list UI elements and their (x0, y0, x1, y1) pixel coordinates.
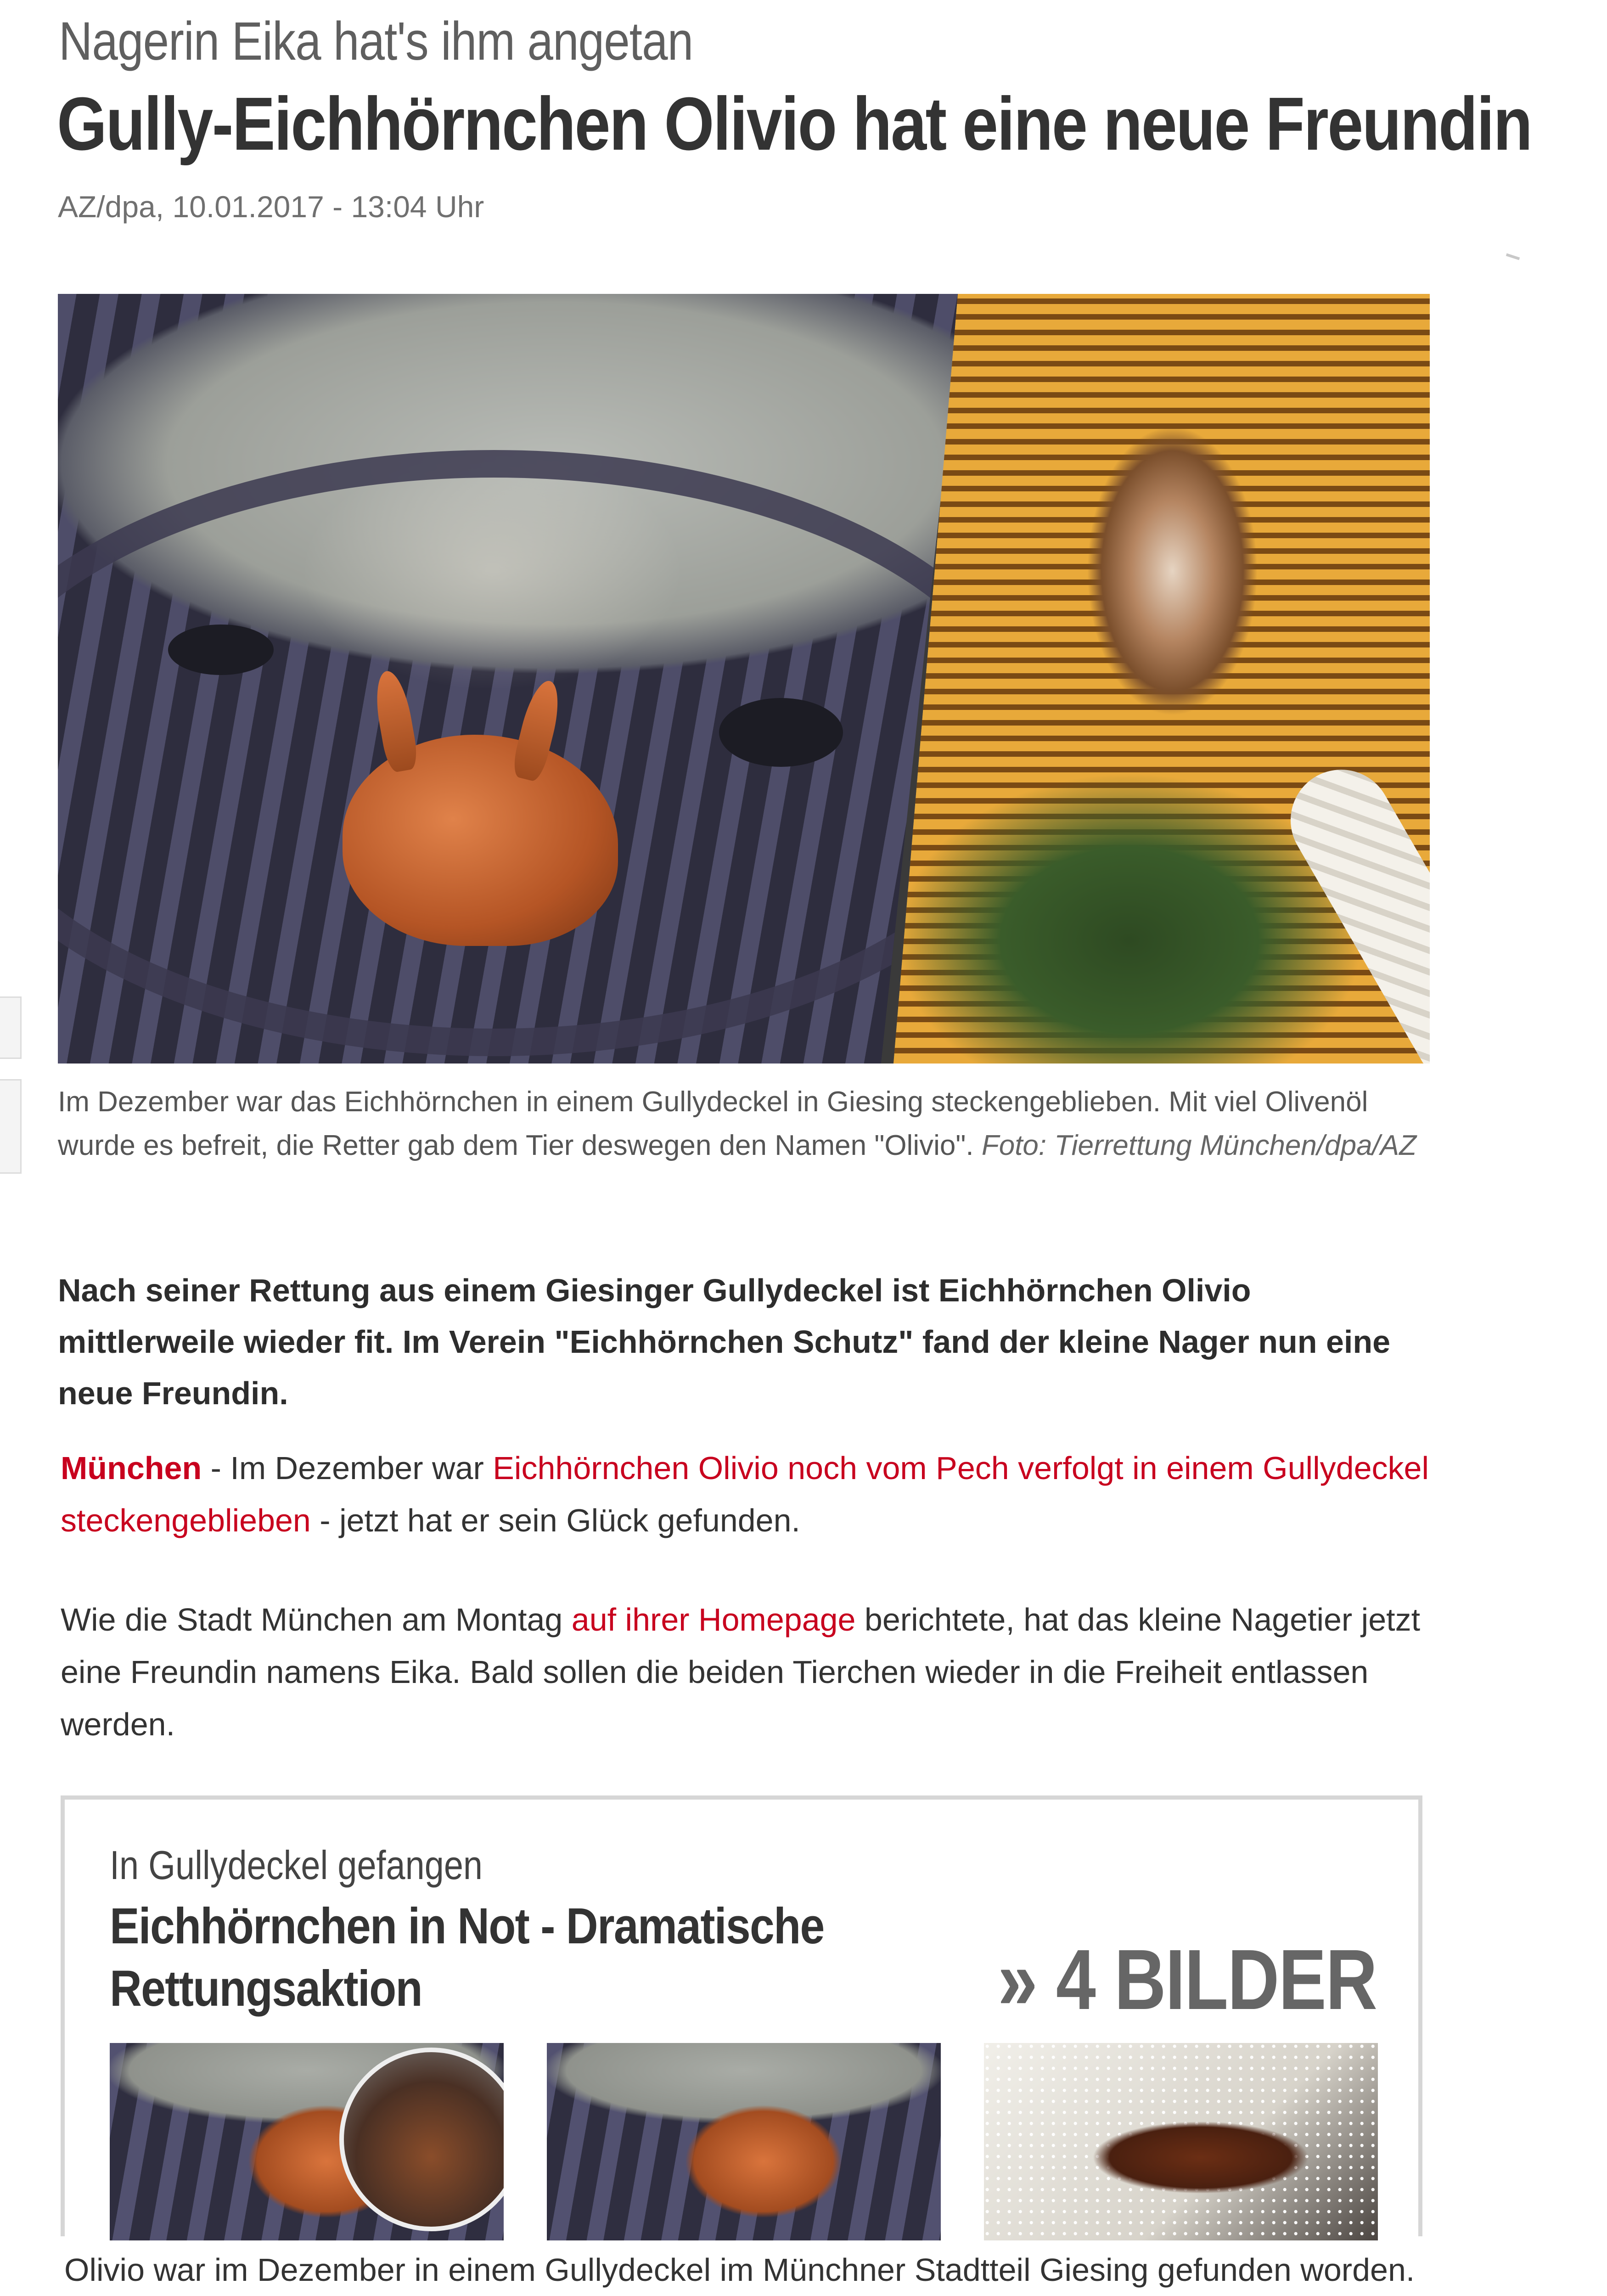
hero-credit: Foto: Tierrettung München/dpa/AZ (981, 1130, 1417, 1161)
olivio-story-link[interactable]: Eichhörnchen Olivio noch vom Pech verfolgt in einem Gullydeckel steckengeblieben (61, 1450, 1429, 1538)
hero-caption: Im Dezember war das Eichhörnchen in einem Gullydeckel in Giesing steckengeblieben. Mit viel Olivenöl wurde es befreit, die Retter gab dem Tier deswegen den Namen "Olivio". Foto: Tierrettung München/dpa/AZ (58, 1086, 1417, 1161)
hero-image[interactable] (58, 294, 1430, 1064)
gallery-thumbnail-2[interactable] (547, 2043, 941, 2240)
gallery-title[interactable]: Eichhörnchen in Not - Dramatische Rettungsaktion (110, 1898, 824, 2017)
article-headline: Gully-Eichhörnchen Olivio hat eine neue Freundin (57, 82, 1532, 166)
manhole-hole (719, 698, 843, 767)
paragraph-2: Wie die Stadt München am Montag auf ihrer Homepage berichtete, hat das kleine Nagetier jetzt eine Freundin namens Eika. Bald sollen die beiden Tierchen wieder in die Freiheit entlassen werden. (61, 1602, 1421, 1742)
cage-tube (1272, 751, 1430, 1064)
gallery-teaser[interactable] (61, 1795, 1422, 2236)
side-tab-top[interactable] (0, 996, 22, 1059)
gallery-kicker: In Gullydeckel gefangen (110, 1842, 483, 1888)
article-lead: Nach seiner Rettung aus einem Giesinger Gullydeckel ist Eichhörnchen Olivio mittlerweile wieder fit. Im Verein "Eichhörnchen Schutz" fand der kleine Nager nun eine neue Freundin. (58, 1272, 1391, 1411)
article-meta: AZ/dpa, 10.01.2017 - 13:04 Uhr (58, 190, 484, 224)
paragraph-3: Olivio war im Dezember in einem Gullydeckel im Münchner Stadtteil Giesing gefunden worden. (64, 2252, 1415, 2288)
manhole-hole (168, 625, 274, 675)
decorative-mark (1506, 253, 1520, 260)
gallery-count-link[interactable]: » 4 BILDER (998, 1932, 1377, 2027)
hero-image-manhole-squirrel (58, 294, 962, 1064)
hero-image-cage-squirrel (893, 294, 1430, 1064)
thumbnail-inset (339, 2048, 504, 2231)
gallery-thumbnail-1[interactable] (110, 2043, 504, 2240)
gallery-thumbnail-3[interactable] (984, 2043, 1378, 2240)
location-dateline: München (61, 1450, 202, 1486)
paragraph-1: München - Im Dezember war Eichhörnchen Olivio noch vom Pech verfolgt in einem Gullydeckel steckengeblieben - jetzt hat er sein Glück gefunden. (61, 1450, 1429, 1538)
homepage-link[interactable]: auf ihrer Homepage (571, 1602, 856, 1638)
side-tab-bottom[interactable] (0, 1079, 22, 1174)
article-kicker: Nagerin Eika hat's ihm angetan (59, 11, 693, 72)
